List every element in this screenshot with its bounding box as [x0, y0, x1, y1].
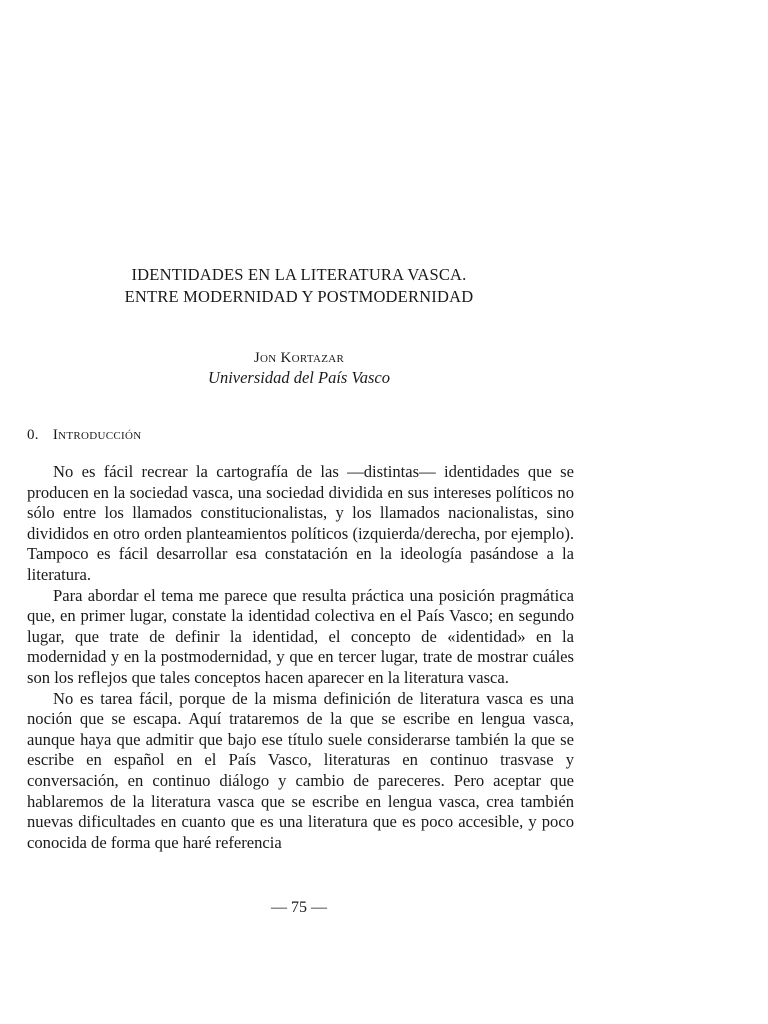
page-number: — 75 — [271, 899, 327, 916]
title-line-2: ENTRE MODERNIDAD Y POSTMODERNIDAD [124, 287, 474, 306]
paragraph: No es tarea fácil, porque de la misma definición de literatura vasca es una noción que se escapa. Aquí trataremos de la que se escribe en lengua vasca, aunque haya que admitir que bajo ese título suele considerarse también la que se escribe en español en el País Vasco, literaturas en continuo trasvase y conversación, en continuo diálogo y cambio de pareceres. Pero aceptar que hablaremos de la literatura vasca que se escribe en lengua vasca, crea también nuevas dificultades en cuanto que es una literatura que es poco accesible, y poco conocida de forma que haré referencia [27, 688, 574, 852]
paragraph: No es fácil recrear la cartografía de las —distintas— identidades que se producen en la sociedad vasca, una sociedad dividida en sus intereses políticos no sólo entre los llamados constitucionalistas, y los llamados nacionalistas, sino divididos en otro orden planteamientos políticos (izquierda/derecha, por ejemplo). Tampoco es fácil desarrollar esa constatación en la ideología pasándose a la literatura. [27, 462, 574, 584]
author-block [24, 348, 574, 388]
section-heading [27, 425, 142, 445]
paragraph: Para abordar el tema me parece que resulta práctica una posición pragmática que, en primer lugar, constate la identidad colectiva en el País Vasco; en segundo lugar, que trate de definir la identidad, el concepto de «identidad» en la modernidad y en la postmodernidad, y que en tercer lugar, trate de mostrar cuáles son los reflejos que tales conceptos hacen aparecer en la literatura vasca. [27, 585, 574, 687]
author-name: Jon Kortazar [253, 350, 345, 366]
author-affiliation: Universidad del País Vasco [208, 368, 390, 387]
section-title: Introducción [52, 427, 142, 443]
body-text [27, 462, 574, 853]
section-number: 0. [27, 427, 39, 443]
article-title [24, 264, 574, 308]
title-line-1: IDENTIDADES EN LA LITERATURA VASCA. [131, 265, 467, 284]
